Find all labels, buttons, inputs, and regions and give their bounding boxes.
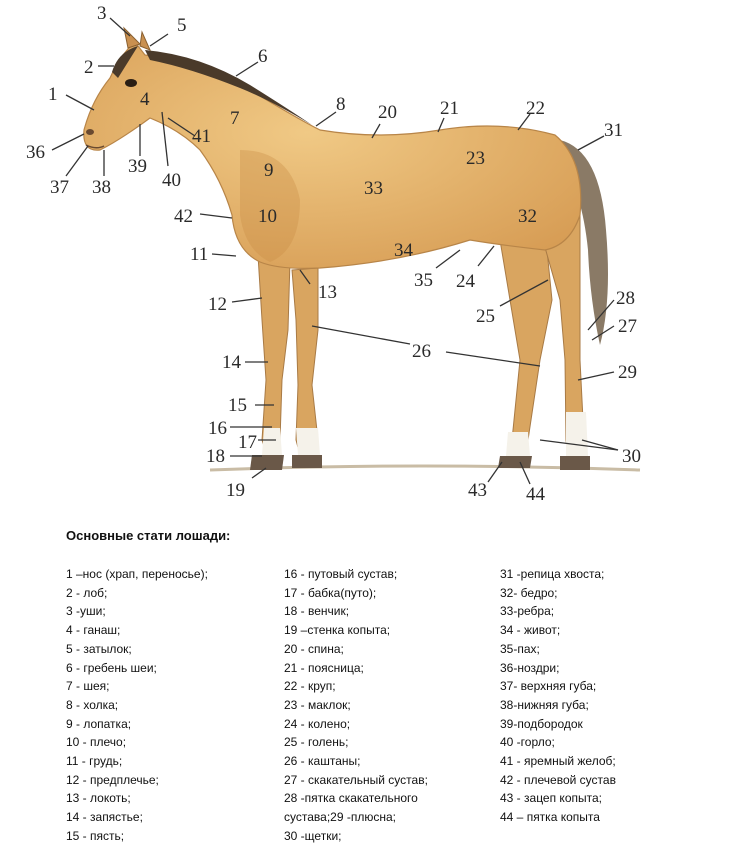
callout-40: 40	[162, 170, 181, 191]
callout-14: 14	[222, 352, 241, 373]
callout-8: 8	[336, 94, 346, 115]
callout-25: 25	[476, 306, 495, 327]
callout-4: 4	[140, 89, 150, 110]
legend-item: 39-подбородок	[500, 716, 583, 731]
callout-12: 12	[208, 294, 227, 315]
legend-item: 14 - запястье;	[66, 810, 143, 825]
callout-27: 27	[618, 316, 637, 337]
callout-42: 42	[174, 206, 193, 227]
legend-item: 25 - голень;	[284, 735, 349, 750]
callout-2: 2	[84, 57, 94, 78]
callout-37: 37	[50, 177, 69, 198]
legend-item: 6 - гребень шеи;	[66, 660, 157, 675]
legend-item: 30 -щетки;	[284, 828, 342, 843]
legend-column-1	[66, 565, 208, 846]
legend-item: 1 –нос (храп, переносье);	[66, 567, 208, 581]
legend-item: 27 - скакательный сустав;	[284, 772, 428, 787]
callout-17: 17	[238, 432, 257, 453]
callout-15: 15	[228, 395, 247, 416]
callout-18: 18	[206, 446, 225, 467]
legend-item: 9 - лопатка;	[66, 716, 132, 731]
legend-item: 18 - венчик;	[284, 604, 350, 619]
legend-item: 16 - путовый сустав;	[284, 567, 398, 581]
legend-item: 33-ребра;	[500, 604, 555, 619]
legend-item: 8 - холка;	[66, 697, 119, 712]
legend-item: 12 - предплечье;	[66, 772, 159, 787]
horse-body	[84, 42, 581, 268]
legend-item: 26 - каштаны;	[284, 754, 361, 769]
legend-item: 23 - маклок;	[284, 697, 351, 712]
legend-item: 43 - зацеп копыта;	[500, 791, 602, 806]
legend-item: 31 -репица хвоста;	[500, 567, 605, 581]
callout-20: 20	[378, 102, 397, 123]
legend-item: 41 - яремный желоб;	[500, 754, 616, 769]
legend-item: 17 - бабка(путо);	[284, 585, 377, 600]
callout-16: 16	[208, 418, 227, 439]
callout-41: 41	[192, 126, 211, 147]
legend-item: 37- верхняя губа;	[500, 679, 597, 694]
callout-28: 28	[616, 288, 635, 309]
legend-item: 19 –стенка копыта;	[284, 623, 391, 638]
callout-43: 43	[468, 480, 487, 501]
callout-1: 1	[48, 84, 58, 105]
callout-10: 10	[258, 206, 277, 227]
legend-item: 38-нижняя губа;	[500, 697, 589, 712]
callout-31: 31	[604, 120, 623, 141]
callout-19: 19	[226, 480, 245, 501]
callout-5: 5	[177, 15, 187, 36]
callout-21: 21	[440, 98, 459, 119]
legend-column-3	[500, 565, 616, 827]
callout-30: 30	[622, 446, 641, 467]
nostril	[86, 129, 94, 135]
legend-item: 42 - плечевой сустав	[500, 772, 616, 787]
legend-item: 36-ноздри;	[500, 660, 560, 675]
legend-item: сустава;29 -плюсна;	[284, 810, 396, 825]
callout-22: 22	[526, 98, 545, 119]
legend-item: 34 - живот;	[500, 623, 561, 638]
callout-7: 7	[230, 108, 240, 129]
callout-24: 24	[456, 271, 475, 292]
legend-column-2	[284, 565, 428, 846]
callout-3: 3	[97, 3, 107, 24]
callout-35: 35	[414, 270, 433, 291]
legend-item: 24 - колено;	[284, 716, 351, 731]
legend-title: Основные стати лошади:	[66, 528, 231, 543]
callout-33: 33	[364, 178, 383, 199]
legend-item: 13 - локоть;	[66, 791, 131, 806]
callout-29: 29	[618, 362, 637, 383]
callout-6: 6	[258, 46, 268, 67]
legend-item: 35-пах;	[500, 641, 540, 656]
callout-36: 36	[26, 142, 45, 163]
legend-item: 44 – пятка копыта	[500, 810, 600, 825]
legend-item: 21 - поясница;	[284, 660, 364, 675]
legend-item: 28 -пятка скакательного	[284, 791, 418, 806]
legend-item: 15 - пясть;	[66, 828, 125, 843]
callout-44: 44	[526, 484, 545, 505]
callout-39: 39	[128, 156, 147, 177]
callout-34: 34	[394, 240, 413, 261]
legend-item: 4 - ганаш;	[66, 623, 121, 638]
callout-23: 23	[466, 148, 485, 169]
legend-item: 3 -уши;	[66, 604, 106, 619]
callout-26: 26	[412, 341, 431, 362]
legend-item: 40 -горло;	[500, 735, 555, 750]
legend-item: 2 - лоб;	[66, 585, 108, 600]
legend-item: 7 - шея;	[66, 679, 110, 694]
legend-item: 11 - грудь;	[66, 754, 123, 769]
callout-9: 9	[264, 160, 274, 181]
legend-item: 10 - плечо;	[66, 735, 127, 750]
legend-item: 22 - круп;	[284, 679, 336, 694]
legend-item: 32- бедро;	[500, 585, 558, 600]
callout-32: 32	[518, 206, 537, 227]
callout-11: 11	[190, 244, 209, 265]
callout-38: 38	[92, 177, 111, 198]
callout-13: 13	[318, 282, 337, 303]
legend-item: 20 - спина;	[284, 641, 344, 656]
legend-item: 5 - затылок;	[66, 641, 132, 656]
eye-icon	[125, 79, 137, 87]
